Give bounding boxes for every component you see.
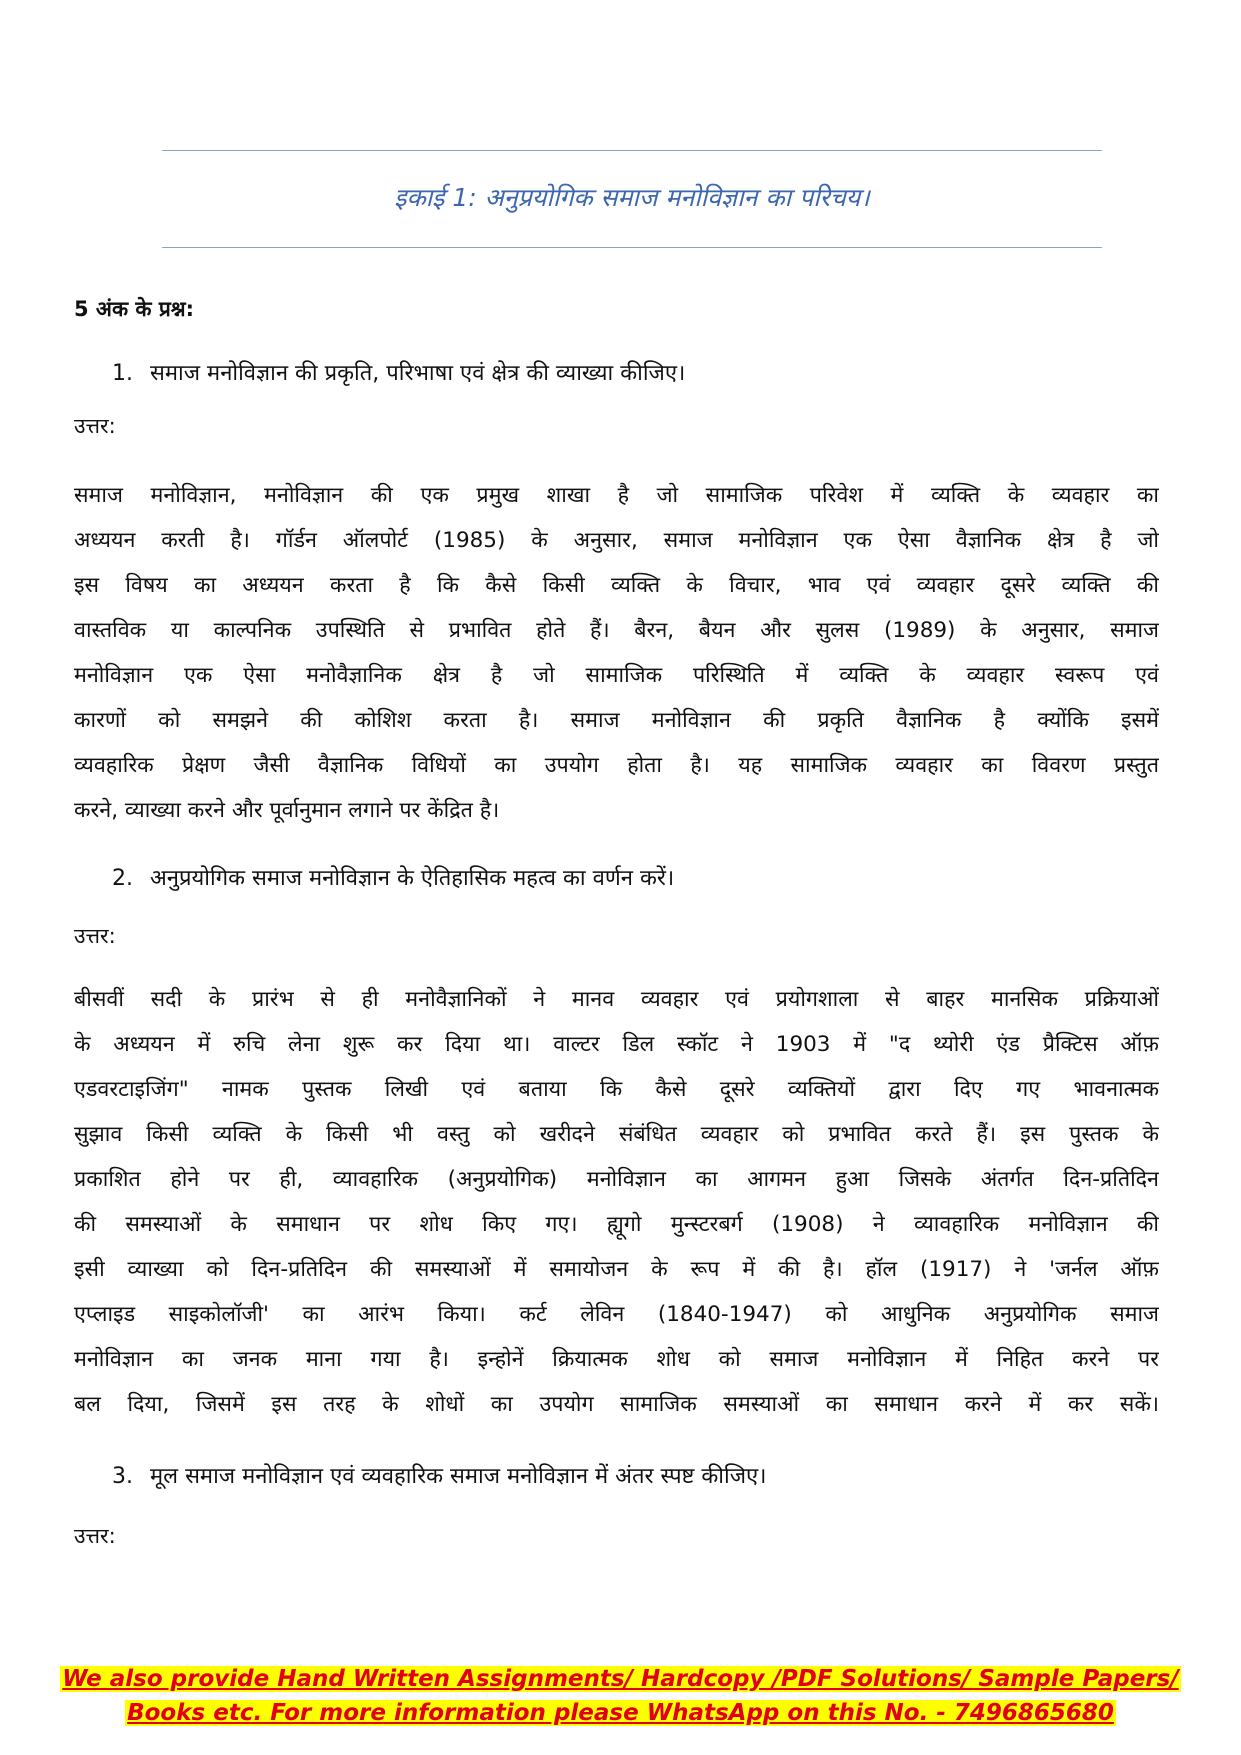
answer-line: वास्तविक या काल्पनिक उपस्थिति से प्रभावित होते हैं। बैरन, बैयन और सुलस (1989) के अनुसार, समाज	[74, 618, 1159, 643]
title-top-rule	[162, 150, 1102, 151]
answer-line: समाज मनोविज्ञान, मनोविज्ञान की एक प्रमुख शाखा है जो सामाजिक परिवेश में व्यक्ति के व्यवहार का	[74, 483, 1159, 508]
answer-line: प्रकाशित होने पर ही, व्यावहारिक (अनुप्रयोगिक) मनोविज्ञान का आगमन हुआ जिसके अंतर्गत दिन-प्रतिदिन	[74, 1167, 1159, 1192]
question-number: 1.	[112, 361, 133, 386]
answer-line: की समस्याओं के समाधान पर शोध किए गए। ह्यूगो मुन्स्टरबर्ग (1908) ने व्यावहारिक मनोविज्ञान की	[74, 1212, 1159, 1237]
promo-footer	[0, 1662, 1241, 1730]
answer-line: बीसवीं सदी के प्रारंभ से ही मनोवैज्ञानिकों ने मानव व्यवहार एवं प्रयोगशाला से बाहर मानसिक प्रक्रियाओं	[74, 987, 1159, 1012]
answer-line: के अध्ययन में रुचि लेना शुरू कर दिया था। वाल्टर डिल स्कॉट ने 1903 में "द थ्योरी एंड प्रैक्टिस ऑफ़	[74, 1032, 1159, 1057]
answer-line: अध्ययन करती है। गॉर्डन ऑलपोर्ट (1985) के अनुसार, समाज मनोविज्ञान एक ऐसा वैज्ञानिक क्षेत्र है जो	[74, 528, 1159, 553]
question-text: अनुप्रयोगिक समाज मनोविज्ञान के ऐतिहासिक महत्व का वर्णन करें।	[150, 866, 675, 891]
answer-line: बल दिया, जिसमें इस तरह के शोधों का उपयोग सामाजिक समस्याओं का समाधान करने में कर सकें।	[74, 1392, 1159, 1417]
promo-line-2: Books etc. For more information please WhatsApp on this No. - 7496865680	[127, 1700, 1114, 1726]
answer-line: करने, व्याख्या करने और पूर्वानुमान लगाने पर केंद्रित है।	[74, 798, 500, 823]
question-number: 3.	[112, 1464, 133, 1489]
answer-line: इसी व्याख्या को दिन-प्रतिदिन की समस्याओं में समायोजन के रूप में की है। हॉल (1917) ने 'जर्नल ऑफ़	[74, 1257, 1159, 1282]
answer-label-3: उत्तर:	[74, 1524, 116, 1548]
question-text: मूल समाज मनोविज्ञान एवं व्यवहारिक समाज मनोविज्ञान में अंतर स्पष्ट कीजिए।	[150, 1464, 767, 1489]
promo-line-1: We also provide Hand Written Assignments/ Hardcopy /PDF Solutions/ Sample Papers/	[62, 1666, 1179, 1692]
answer-paragraph-1	[74, 473, 1159, 833]
question-3	[112, 1460, 767, 1490]
answer-label-1: उत्तर:	[74, 414, 116, 438]
answer-line: मनोविज्ञान का जनक माना गया है। इन्होनें क्रियात्मक शोध को समाज मनोविज्ञान में निहित करने पर	[74, 1347, 1159, 1372]
answer-line: मनोविज्ञान एक ऐसा मनोवैज्ञानिक क्षेत्र है जो सामाजिक परिस्थिति में व्यक्ति के व्यवहार स्वरूप एवं	[74, 663, 1159, 688]
title-bottom-rule	[162, 247, 1102, 248]
answer-line: इस विषय का अध्ययन करता है कि कैसे किसी व्यक्ति के विचार, भाव एवं व्यवहार दूसरे व्यक्ति की	[74, 573, 1159, 598]
answer-line: एडवरटाइजिंग" नामक पुस्तक लिखी एवं बताया कि कैसे दूसरे व्यक्तियों द्वारा दिए गए भावनात्मक	[74, 1077, 1159, 1102]
section-heading: 5 अंक के प्रश्न:	[74, 297, 195, 321]
question-1	[112, 357, 685, 387]
answer-line: सुझाव किसी व्यक्ति के किसी भी वस्तु को खरीदने संबंधित व्यवहार को प्रभावित करते हैं। इस पुस्तक के	[74, 1122, 1159, 1147]
answer-label-2: उत्तर:	[74, 924, 116, 948]
question-text: समाज मनोविज्ञान की प्रकृति, परिभाषा एवं क्षेत्र की व्याख्या कीजिए।	[150, 361, 686, 386]
answer-line: व्यवहारिक प्रेक्षण जैसी वैज्ञानिक विधियों का उपयोग होता है। यह सामाजिक व्यवहार का विवरण प्रस्तुत	[74, 753, 1159, 778]
unit-title: इकाई 1: अनुप्रयोगिक समाज मनोविज्ञान का परिचय।	[394, 183, 870, 212]
question-2	[112, 862, 674, 892]
answer-line: कारणों को समझने की कोशिश करता है। समाज मनोविज्ञान की प्रकृति वैज्ञानिक है क्योंकि इसमें	[74, 708, 1159, 733]
answer-line: एप्लाइड साइकोलॉजी' का आरंभ किया। कर्ट लेविन (1840-1947) को आधुनिक अनुप्रयोगिक समाज	[74, 1302, 1159, 1327]
answer-paragraph-2	[74, 977, 1159, 1427]
question-number: 2.	[112, 866, 133, 891]
